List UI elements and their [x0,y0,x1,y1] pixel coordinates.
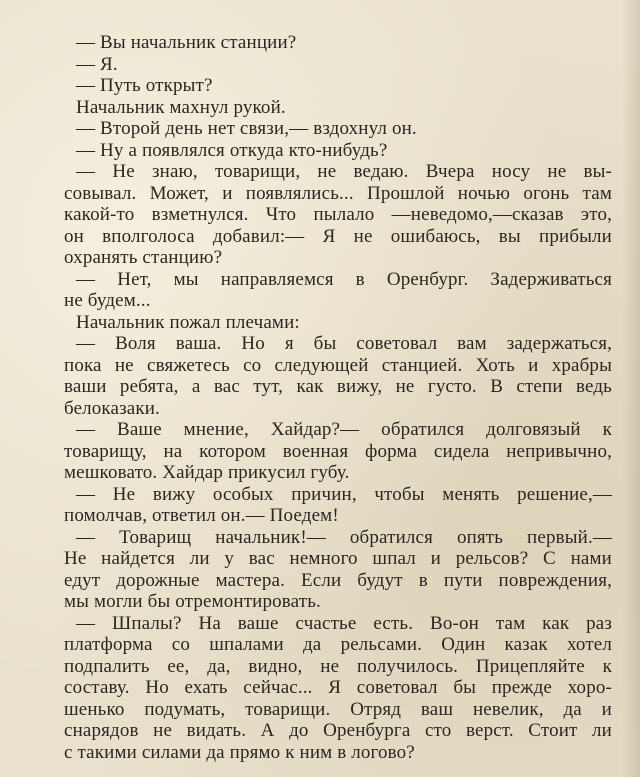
text-line: с такими силами да прямо к ним в логово? [64,741,415,763]
text-line: помолчав, ответил он.— Поедем! [64,505,339,526]
text-line: Не найдется ли у вас немного шпал и рельсов? С нами [64,548,612,569]
text-line: — Не знаю, товарищи, не ведаю. Вчера носу не вы- [76,161,612,182]
text-line: Начальник пожал плечами: [76,311,300,333]
text-line: платформа со шпалами да рельсами. Один казак хотел [64,634,612,655]
text-line: ваши ребята, а вас тут, как вижу, не густо. В степи ведь [64,376,612,397]
text-line: не будем... [64,290,151,311]
text-line: охранять станцию? [64,247,223,268]
text-line: пока не свяжетесь со следующей станцией. Хоть и храбры [64,354,612,376]
text-line: — Я. [76,53,118,75]
text-line: — Воля ваша. Но я бы советовал вам задержаться, [76,333,612,354]
text-line: составу. Но ехать сейчас... Я советовал бы прежде хоро- [64,677,612,698]
text-line: — Второй день нет связи,— вздохнул он. [76,118,417,139]
text-line: какой-то взметнулся. Что пылало —неведомо,—сказав это, [64,204,612,225]
text-line: мы могли бы отремонтировать. [64,591,321,612]
text-line: — Товарищ начальник!— обратился опять первый.— [76,526,612,548]
text-line: Начальник махнул рукой. [76,96,286,118]
text-column [64,32,612,763]
text-line: белоказаки. [64,397,160,419]
text-line: — Шпалы? На ваше счастье есть. Во-он там как раз [76,612,612,634]
text-line: совывал. Может, и появлялись... Прошлой ночью огонь там [64,182,612,204]
text-line: снарядов не видать. А до Оренбурга сто верст. Стоит ли [64,720,612,741]
text-line: — Путь открыт? [76,75,213,96]
text-line: — Нет, мы направляемся в Оренбург. Задерживаться [76,268,612,290]
text-line: товарищу, на котором военная форма сидела непривычно, [64,440,612,462]
text-line: подпалить ее, да, видно, не получилось. Прицепляйте к [64,655,612,677]
text-line: — Ну а появлялся откуда кто-нибудь? [76,139,388,161]
text-line: шенько подумать, товарищи. Отряд ваш невелик, да и [64,698,612,720]
text-line: — Вы начальник станции? [76,32,297,53]
text-line: едут дорожные мастера. Если будут в пути повреждения, [64,569,612,591]
text-line: мешковато. Хайдар прикусил губу. [64,462,350,483]
text-line: — Ваше мнение, Хайдар?— обратился долговязый к [76,419,612,440]
text-line: он вполголоса добавил:— Я не ошибаюсь, вы прибыли [64,225,612,247]
page-edge-shadow [622,0,640,777]
text-line: — Не вижу особых причин, чтобы менять решение,— [76,483,612,505]
